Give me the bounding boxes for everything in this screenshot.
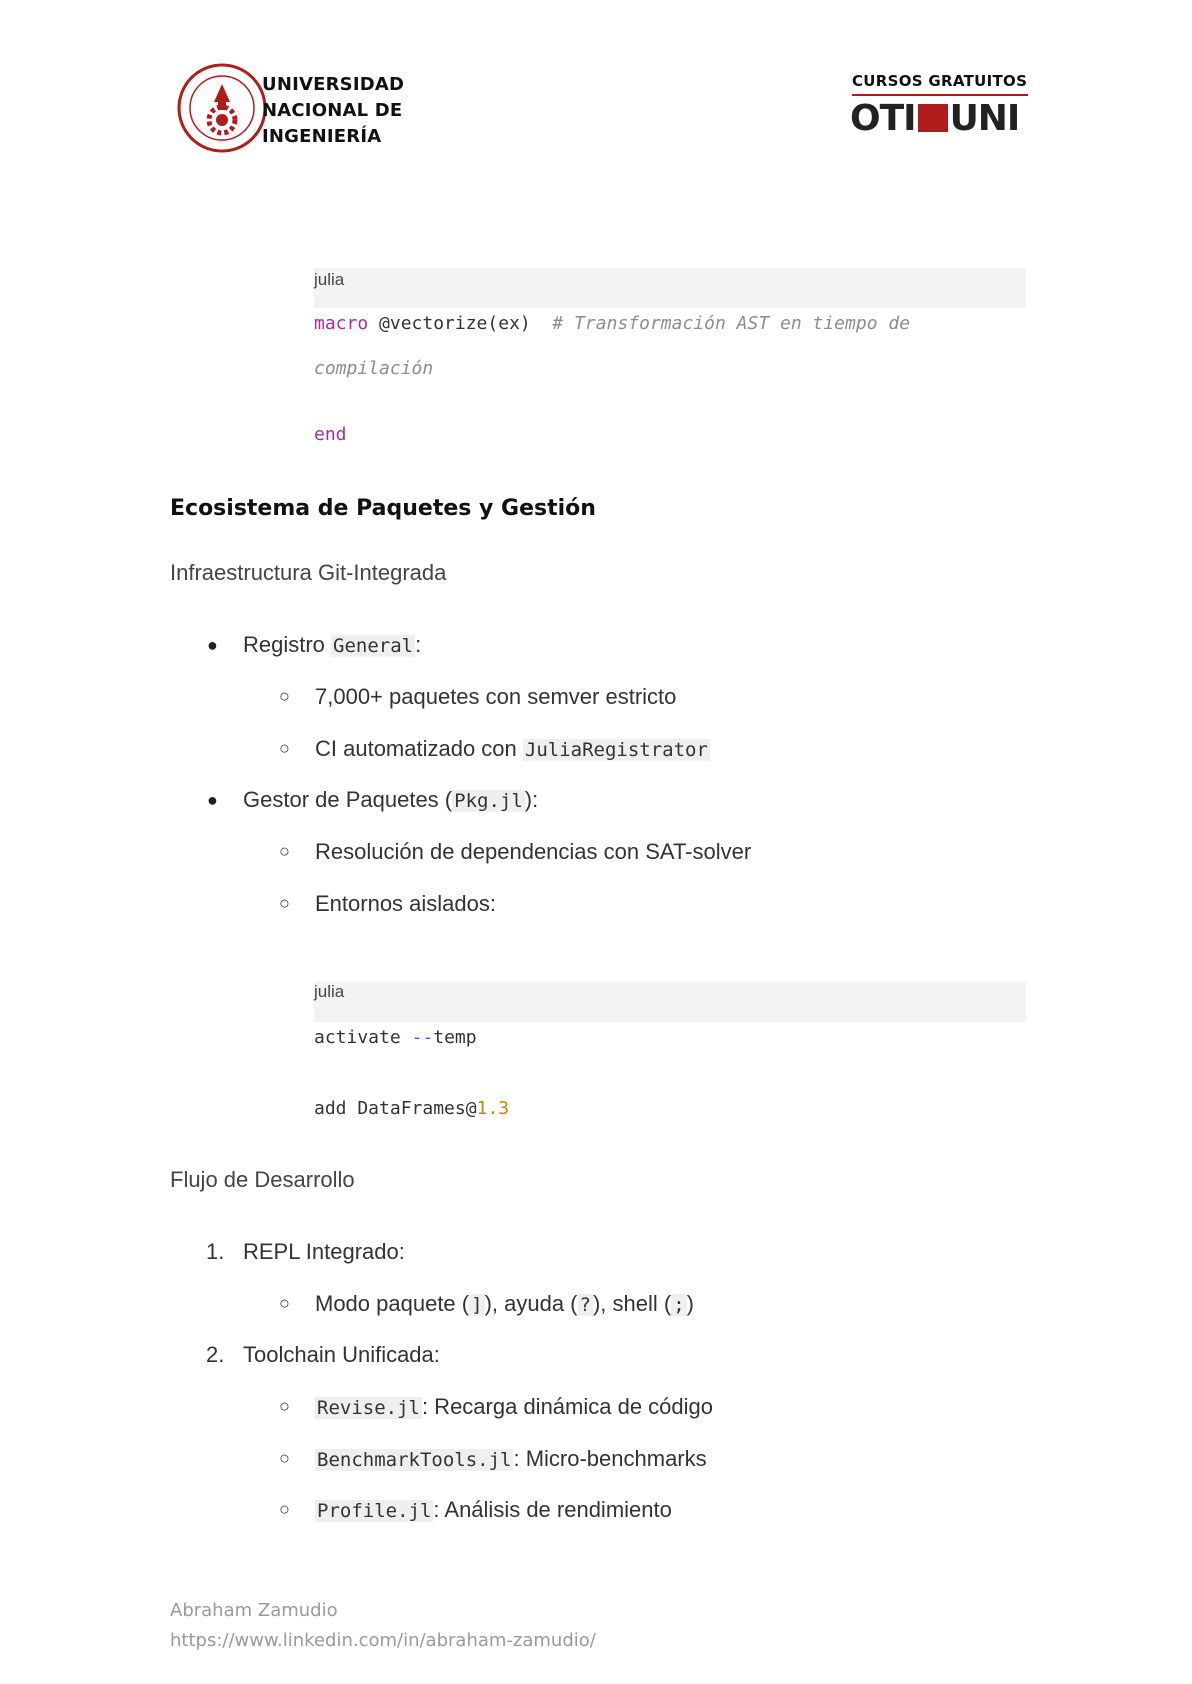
ordered-list-number: 1. [206,1239,225,1264]
sub-list-item [315,1291,694,1317]
section-heading: Ecosistema de Paquetes y Gestión [170,496,596,521]
sub-list-item [315,736,710,762]
list-item-text: CI automatizado con [315,736,523,761]
list-item-text: Modo paquete ( [315,1291,470,1316]
university-seal-logo [176,62,268,154]
inline-code: Pkg.jl [454,790,523,812]
ordered-list-item: REPL Integrado: [243,1239,405,1264]
sub-bullet-marker: ○ [279,686,290,706]
sub-list-item: 7,000+ paquetes con semver estricto [315,684,677,709]
bullet-marker: ● [207,635,218,655]
footer-link[interactable]: https://www.linkedin.com/in/abraham-zamudio/ [170,1630,596,1651]
brand-left-text: OTI [850,98,916,139]
sub-list-item: Resolución de dependencias con SAT-solver [315,839,752,864]
list-item [243,787,538,813]
footer-author: Abraham Zamudio [170,1600,338,1621]
inline-code: General [333,635,414,657]
code-comment: # Transformación AST en tiempo de [552,313,911,334]
code-text: temp [433,1027,477,1048]
code-text: add DataFrames@ [314,1098,477,1119]
list-item-text: : Micro-benchmarks [513,1446,707,1471]
sub-bullet-marker: ○ [279,1396,290,1416]
list-item-text: ) [686,1291,694,1316]
list-item-text: Registro [243,632,332,657]
sub-list-item [315,1394,713,1420]
code-keyword-end: end [314,424,347,445]
list-item-text: : Análisis de rendimiento [433,1497,672,1522]
sub-list-item [315,1446,707,1472]
brand-mark-icon [918,104,948,132]
code-keyword: macro [314,313,369,334]
brand-right-text: UNI [949,98,1020,139]
bullet-marker: ● [207,790,218,810]
list-item-text: ), shell ( [592,1291,672,1316]
inline-code: ] [471,1294,483,1316]
ordered-list-item: Toolchain Unificada: [243,1342,440,1367]
code-language-label: julia [314,270,345,289]
sub-list-item: Entornos aislados: [315,891,496,916]
sub-list-item [315,1497,672,1523]
code-line [314,1027,477,1048]
inline-code: BenchmarkTools.jl [317,1449,512,1471]
oti-uni-logo [850,98,1030,140]
code-operator: -- [411,1027,434,1048]
code-text: activate [314,1027,412,1048]
code-language-label: julia [314,982,345,1001]
sub-bullet-marker: ○ [279,1293,290,1313]
inline-code: JuliaRegistrator [524,739,708,761]
sub-bullet-marker: ○ [279,1499,290,1519]
list-item-text: ), ayuda ( [484,1291,578,1316]
sub-bullet-marker: ○ [279,893,290,913]
brand-divider [852,94,1028,96]
cursos-gratuitos-label: CURSOS GRATUITOS [852,72,1028,90]
ordered-list-number: 2. [206,1342,225,1367]
list-item-text: : [415,632,422,657]
list-item-text: : Recarga dinámica de código [421,1394,714,1419]
code-block-header [314,982,1026,1022]
code-line [314,1098,509,1119]
subsection-heading: Infraestructura Git-Integrada [170,560,447,585]
list-item-text: ): [524,787,539,812]
inline-code: ? [579,1294,591,1316]
code-text: @vectorize(ex) [368,313,553,334]
university-name-line2: NACIONAL DE [262,100,403,121]
university-name-line3: INGENIERÍA [262,126,382,147]
sub-bullet-marker: ○ [279,1448,290,1468]
list-item-text: Gestor de Paquetes ( [243,787,453,812]
subsection-heading: Flujo de Desarrollo [170,1167,355,1192]
code-number: 1.3 [476,1098,510,1119]
university-name [262,72,404,150]
inline-code: ; [673,1294,685,1316]
university-name-line1: UNIVERSIDAD [262,74,405,95]
sub-bullet-marker: ○ [279,841,290,861]
inline-code: Revise.jl [317,1397,420,1419]
code-line [314,313,910,334]
inline-code: Profile.jl [317,1500,432,1522]
list-item [243,632,421,658]
code-comment-continuation: compilación [314,358,434,379]
code-block-header [314,268,1026,308]
sub-bullet-marker: ○ [279,738,290,758]
